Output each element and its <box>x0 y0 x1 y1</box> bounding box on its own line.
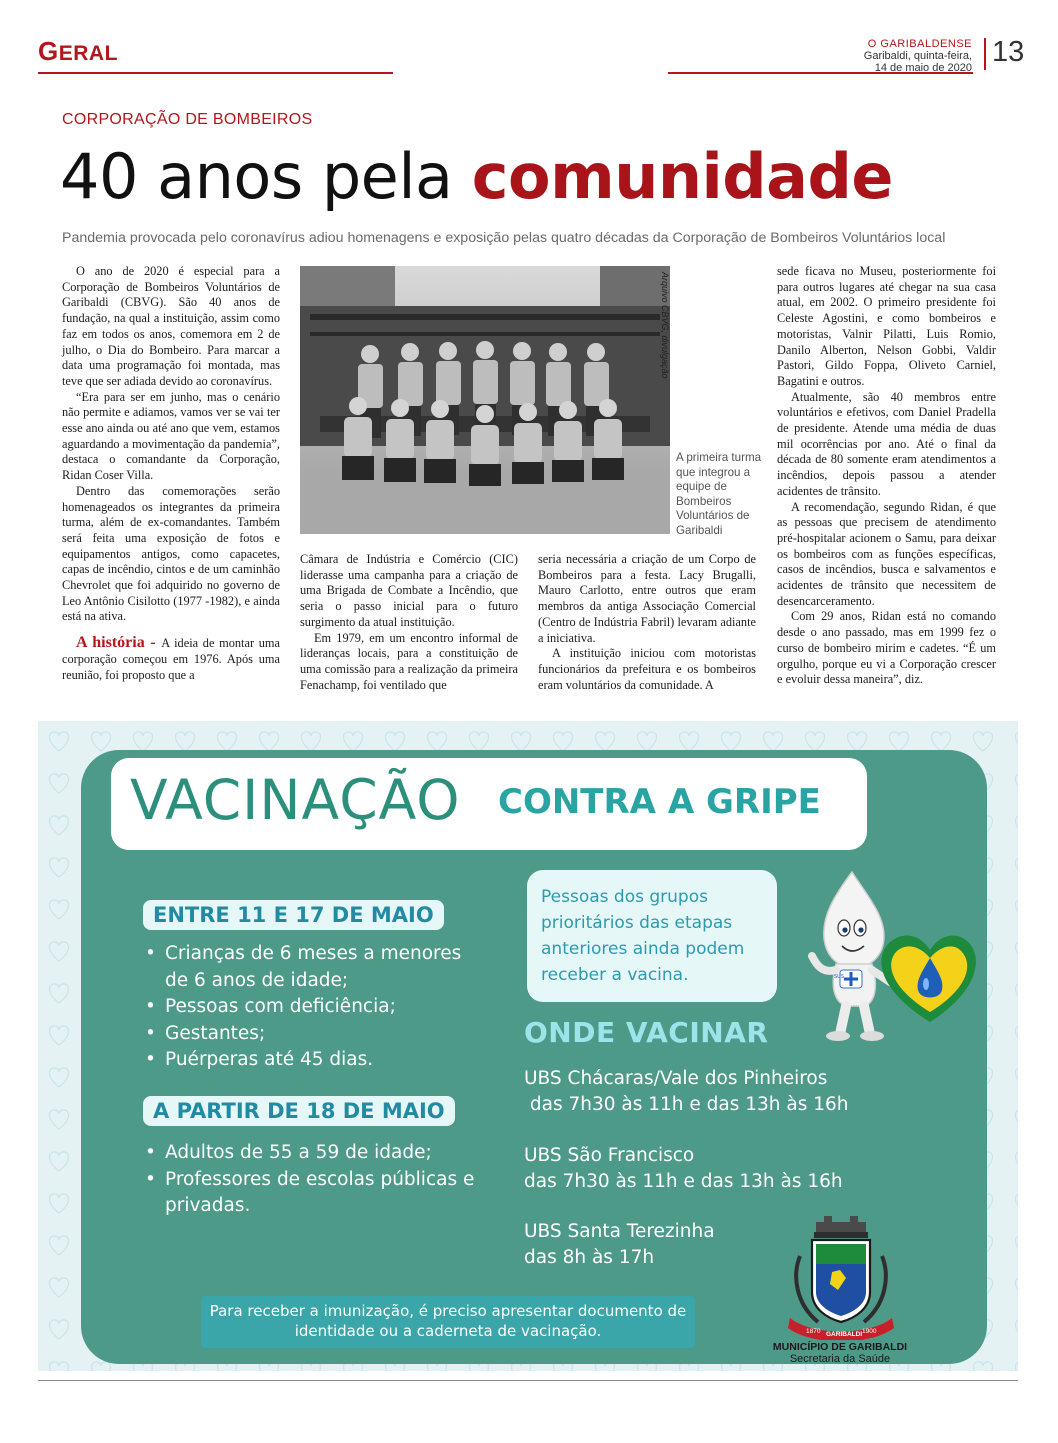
department-name: Secretaria da Saúde <box>789 1353 891 1365</box>
page-number: 13 <box>992 36 1025 68</box>
dateline-line1: Garibaldi, quinta-feira, <box>863 50 972 62</box>
list-item: • Professores de escolas públicas e privadas. <box>145 1167 485 1220</box>
location-hours: das 7h30 às 11h e das 13h às 16h <box>524 1093 849 1115</box>
paragraph: O ano de 2020 é especial para a Corporação de Bombeiros Voluntários de Garibaldi (CBVG). São 40 anos de fundação, na qual a instituição, assim como faz em todos os anos, comemora em 2 de julho, o Dia do Bombeiro. Para marcar a data uma programação foi montada, mas teve que ser adiada devido ao coronavírus. <box>62 264 280 388</box>
mascot-illustration <box>800 866 980 1042</box>
period1-label: ENTRE 11 E 17 DE MAIO <box>143 900 444 930</box>
period1-list <box>145 941 485 1074</box>
list-item: • Adultos de 55 a 59 de idade; <box>145 1140 485 1167</box>
ad-title-main: VACINAÇÃO <box>130 768 461 832</box>
location-name: UBS Chácaras/Vale dos Pinheiros <box>524 1068 828 1089</box>
location-name: UBS Santa Terezinha <box>524 1221 715 1242</box>
id-notice: Para receber a imunização, é preciso apresentar documento de identidade ou a caderneta de vacinação. <box>201 1296 695 1348</box>
section-lead: A história - <box>76 634 162 652</box>
municipal-crest <box>782 1212 900 1340</box>
paragraph: A instituição iniciou com motoristas funcionários da prefeitura e os bombeiros eram voluntários da comunidade. A <box>538 646 756 692</box>
location-item <box>524 1066 849 1117</box>
header-rule-left <box>38 72 393 74</box>
masthead <box>864 38 972 74</box>
location-hours: das 8h às 17h <box>524 1246 655 1268</box>
location-item <box>524 1219 715 1270</box>
photo-credit: Arquivo CBVG, divulgação <box>660 272 670 379</box>
article-column-3 <box>538 552 756 693</box>
section-name: GERAL <box>38 36 118 66</box>
crest-year-left: 1870 <box>806 1328 821 1335</box>
footer-rule <box>38 1380 1018 1381</box>
period2-label: A PARTIR DE 18 DE MAIO <box>143 1096 455 1126</box>
article-column-2 <box>300 552 518 693</box>
mascot-badge-text: SUS <box>834 974 845 980</box>
paragraph: Câmara de Indústria e Comércio (CIC) liderasse uma campanha para a criação de uma Brigada de Combate a Incêndio, que seria o passo inicial para o futuro surgimento da atual instituição. <box>300 552 518 629</box>
article-subtitle: Pandemia provocada pelo coronavírus adiou homenagens e exposição pelas quatro décadas da Corporação de Bombeiros Voluntários local <box>62 230 946 246</box>
headline-accent: comunidade <box>471 140 893 213</box>
municipality-name: MUNICÍPIO DE GARIBALDI <box>772 1341 908 1353</box>
where-title: ONDE VACINAR <box>524 1016 769 1049</box>
paragraph: A recomendação, segundo Ridan, é que as pessoas que precisem de atendimento pré-hospitalar acionem o Samu, para deixar os bombeiros com as funções específicas, casos de incêndios, busca e salvamentos e acidentes de trânsito que necessitem de desencarceramento. <box>777 499 996 608</box>
paragraph: sede ficava no Museu, posteriormente foi para outros lugares até chegar na sua casa atual, em 2002. O primeiro presidente foi Celeste Agostini, e como bombeiros e motoristas, Valnir Pilatti, Luis Romio, Danilo Alberton, Nelson Gobbi, Valdir Pastori, Gildo Foppa, Oliveto Carniel, Bagatini e outros. <box>777 264 996 388</box>
paragraph: A história - A ideia de montar uma corporação começou em 1976. Após uma reunião, foi proposto que a <box>62 634 280 682</box>
headline-plain: 40 anos pela <box>60 140 472 213</box>
location-name: UBS São Francisco <box>524 1145 695 1166</box>
paragraph: seria necessária a criação de um Corpo de Bombeiros para a festa. Lacy Brugalli, Mauro Carlotto, entre outros que eram membros da antiga Associação Comercial (Centro de Indústria Fabril) levaram adiante a iniciativa. <box>538 552 756 645</box>
period2-list <box>145 1140 485 1220</box>
page-number-separator <box>984 38 986 70</box>
article-column-1 <box>62 264 280 683</box>
location-item <box>524 1143 843 1194</box>
photo-caption: A primeira turma que integrou a equipe de Bombeiros Voluntários de Garibaldi <box>676 451 762 537</box>
article-column-4 <box>777 264 996 688</box>
list-item: • Puérperas até 45 dias. <box>145 1047 485 1074</box>
list-item: • Crianças de 6 meses a menores de 6 anos de idade; <box>145 941 485 994</box>
newspaper-name: O GARIBALDENSE <box>867 38 972 50</box>
crest-year-right: 1900 <box>862 1328 877 1335</box>
paragraph: Em 1979, em um encontro informal de lideranças locais, para a constituição de uma comissão para a realização da primeira Fenachamp, foi ventilado que <box>300 630 518 692</box>
priority-notice: Pessoas dos grupos prioritários das etapas anteriores ainda podem receber a vacina. <box>527 870 777 1002</box>
ad-title-secondary: CONTRA A GRIPE <box>498 782 821 822</box>
paragraph: Atualmente, são 40 membros entre voluntários e efetivos, com Daniel Pradella de presidente. Atende uma média de duas mil ocorrências por ano. Até o final da década de 80 somente eram atendimentos a incêndios, depois passou a atender acidentes de trânsito. <box>777 389 996 498</box>
article-headline <box>60 138 893 216</box>
dateline-line2: 14 de maio de 2020 <box>874 62 972 74</box>
paragraph: Com 29 anos, Ridan está no comando desde o ano passado, mas em 1999 fez o curso de bombeiro mirim e cadetes. “É um orgulho, porque eu vi a Corporação crescer e evoluir dessa maneira”, diz. <box>777 609 996 687</box>
list-item: • Pessoas com deficiência; <box>145 994 485 1021</box>
list-item: • Gestantes; <box>145 1021 485 1048</box>
paragraph: “Era para ser em junho, mas o cenário não permite e adiamos, vamos ver se vai ter esse ano ainda ou até ano que vem, estamos aguardando a movimentação da pandemia”, destaca o comandante da Corporação, Ridan Coser Villa. <box>62 389 280 483</box>
paragraph: Dentro das comemorações serão homenageados os integrantes da primeira turma, além de ex-comandantes. Também será feita uma exposição de fotos e equipamentos antigos, como capacetes, capas de incêndio, cintos e de um caminhão Chevrolet que foi adquirido no governo de Leo Antônio Cisilotto (1977 -1982), e ainda está na ativa. <box>62 483 280 624</box>
crest-city: GARIBALDI <box>826 1331 863 1338</box>
firefighters-photo <box>300 266 670 534</box>
location-hours: das 7h30 às 11h e das 13h às 16h <box>524 1170 843 1192</box>
article-kicker: CORPORAÇÃO DE BOMBEIROS <box>62 111 313 128</box>
